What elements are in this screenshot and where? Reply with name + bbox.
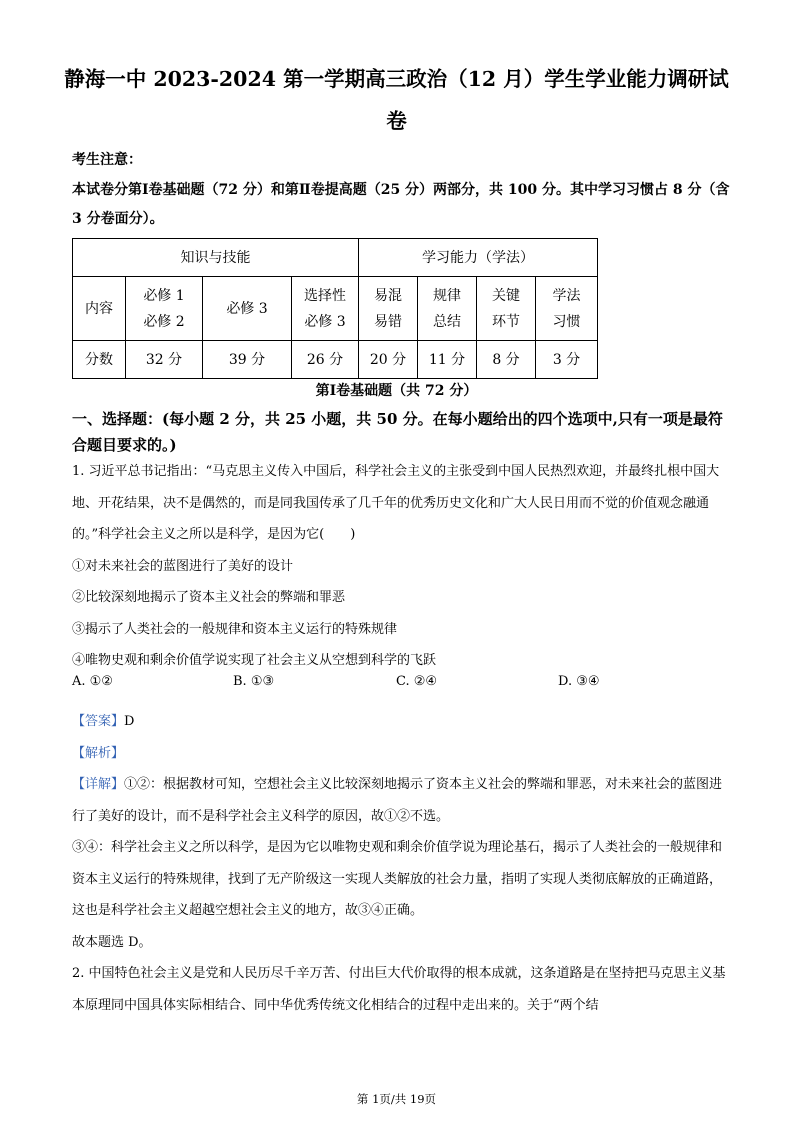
- question-stem: 1. 习近平总书记指出：“马克思主义传入中国后，科学社会主义的主张受到中国人民热烈欢迎，并最终扎根中国大地、开花结果，决不是偶然的，而是同我国传承了几千年的优秀历史文化和广大人民日用而不觉的价值观念融通的。”科学社会主义之所以是科学，是因为它( ): [72, 464, 720, 542]
- table-cell: 关键 环节: [477, 277, 536, 341]
- option-d: D. ③④: [558, 674, 600, 689]
- table-cell: 必修 3: [203, 277, 292, 341]
- notice-heading: 考生注意：: [72, 152, 142, 168]
- detail-tag: 【详解】: [72, 777, 125, 792]
- table-group-knowledge: 知识与技能: [73, 239, 359, 277]
- exam-title-line1: 静海一中 2023-2024 第一学期高三政治（12 月）学生学业能力调研试: [64, 67, 729, 91]
- statement-2: ②比较深刻地揭示了资本主义社会的弊端和罪恶: [72, 590, 346, 605]
- part-one-heading: 第Ⅰ卷基础题（共 72 分）: [315, 383, 478, 399]
- question-2-stem: 2. 中国特色社会主义是党和人民历尽千辛万苦、付出巨大代价取得的根本成就，这条道路是在坚持把马克思主义基本原理同中国具体实际相结合、同中华优秀传统文化相结合的过程中走出来的。关于“两个结: [72, 966, 726, 1013]
- answer-tag: 【答案】: [72, 714, 125, 729]
- table-cell: 规律 总结: [418, 277, 477, 341]
- score-table: [72, 238, 598, 379]
- statement-3: ③揭示了人类社会的一般规律和资本主义运行的特殊规律: [72, 621, 398, 637]
- table-cell: 8 分: [477, 341, 536, 379]
- statement-4: ④唯物史观和剩余价值学说实现了社会主义从空想到科学的飞跃: [72, 653, 437, 668]
- page-footer: 第 1页/共 19页: [356, 1092, 437, 1106]
- table-cell: 26 分: [292, 341, 359, 379]
- option-a: A. ①②: [72, 674, 113, 689]
- section-heading: 一、选择题：(每小题 2 分，共 25 小题，共 50 分。在每小题给出的四个选项中,只有一项是最符合题目要求的。): [72, 410, 723, 454]
- detail-paragraph-1: 【详解】①②：根据教材可知，空想社会主义比较深刻地揭示了资本主义社会的弊端和罪恶，对未来社会的蓝图进行了美好的设计，而不是科学社会主义科学的原因，故①②不选。: [72, 777, 723, 824]
- table-cell: 选择性 必修 3: [292, 277, 359, 341]
- answer-block: [72, 706, 732, 1021]
- answer-line: [72, 706, 732, 738]
- table-cell: 学法 习惯: [536, 277, 598, 341]
- notice-body: 本试卷分第Ⅰ卷基础题（72 分）和第Ⅱ卷提高题（25 分）两部分，共 100 分。其中学习习惯占 8 分（含 3 分卷面分）。: [72, 182, 730, 227]
- statement-1: ①对未来社会的蓝图进行了美好的设计: [72, 558, 294, 574]
- conclusion: 故本题选 D。: [72, 934, 152, 950]
- table-cell: 39 分: [203, 341, 292, 379]
- table-cell: 20 分: [359, 341, 418, 379]
- option-b: B. ①③: [233, 674, 275, 689]
- question-1: [72, 456, 732, 677]
- exam-title: [40, 58, 753, 142]
- option-c: C. ②④: [396, 674, 438, 689]
- detail-paragraph-2: ③④：科学社会主义之所以科学，是因为它以唯物史观和剩余价值学说为理论基石，揭示了人类社会的一般规律和资本主义运行的特殊规律，找到了无产阶级这一实现人类解放的社会力量，指明了实现人类彻底解放的正确道路，这也是科学社会主义超越空想社会主义的地方，故③④正确。: [72, 840, 723, 918]
- table-cell: 3 分: [536, 341, 598, 379]
- row-label-score: 分数: [73, 341, 126, 379]
- table-cell: 必修 1 必修 2: [126, 277, 203, 341]
- table-cell: 32 分: [126, 341, 203, 379]
- row-label-content: 内容: [73, 277, 126, 341]
- table-group-ability: 学习能力（学法）: [359, 239, 598, 277]
- table-cell: 11 分: [418, 341, 477, 379]
- exam-title-line2: 卷: [386, 109, 407, 133]
- table-cell: 易混 易错: [359, 277, 418, 341]
- analysis-tag: 【解析】: [72, 745, 125, 761]
- answer-value: D: [124, 714, 135, 729]
